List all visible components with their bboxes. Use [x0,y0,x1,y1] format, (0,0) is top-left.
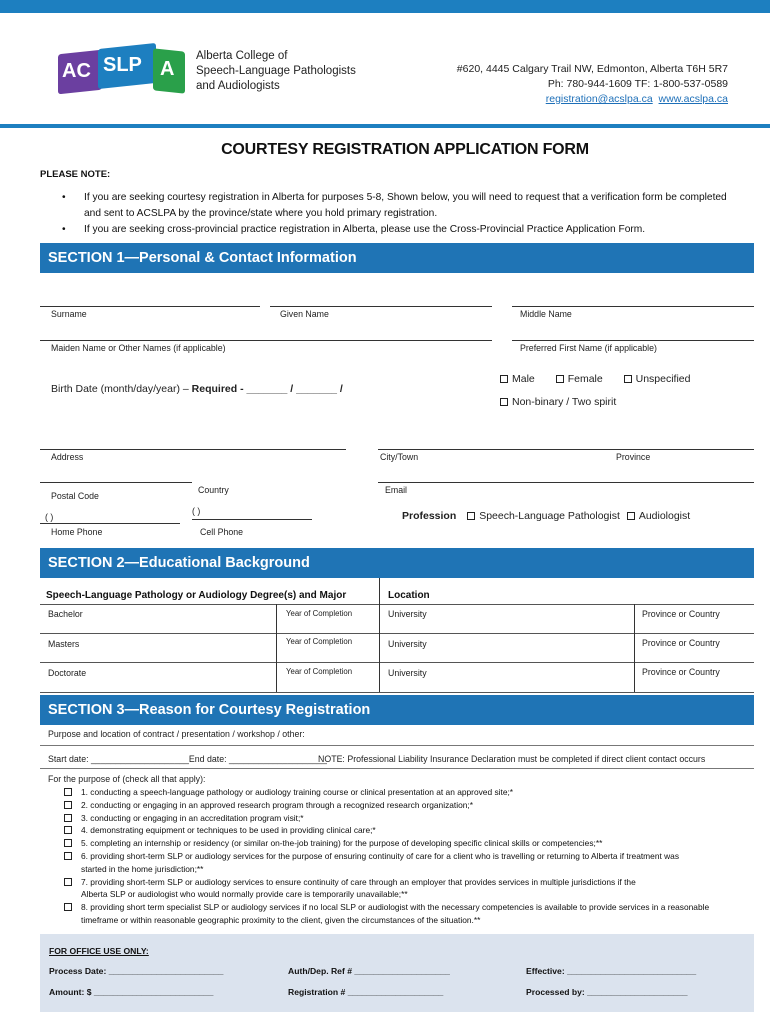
preferred-name-label: Preferred First Name (if applicable) [520,343,657,353]
purpose-list [64,786,754,927]
checkbox-icon [64,852,72,860]
given-name-label: Given Name [280,309,329,319]
phone-numbers: Ph: 780-944-1609 TF: 1-800-537-0589 [547,78,728,90]
purpose-text: Alberta SLP or audiologist who would normally provide care is temporarily unavailable;** [81,889,408,900]
university-field[interactable]: University [388,639,427,649]
purpose-text: 4. demonstrating equipment or techniques to be used in providing clinical care;* [81,825,376,836]
unspecified-checkbox[interactable] [624,373,691,385]
profession-option: Speech-Language Pathologist [479,510,620,522]
gender-label: Female [567,373,603,385]
year-field[interactable]: Year of Completion [286,667,353,676]
checkbox-icon [467,512,475,520]
profession-field [402,510,690,522]
university-field[interactable]: University [388,668,427,678]
profession-option: Audiologist [638,510,691,522]
logo-letters-ac: AC [62,60,91,82]
note-bullets [62,190,742,238]
dates-line [40,768,754,769]
home-area-code: ( ) [45,512,54,522]
purpose-item[interactable] [64,799,754,812]
province-label: Province [616,452,651,462]
degree-bachelor: Bachelor [48,609,83,619]
middle-name-line[interactable] [512,306,754,307]
logo-letters-slp: SLP [103,54,142,76]
purpose-item[interactable] [64,837,754,850]
registration-number-field[interactable]: Registration # ____________________ [288,987,444,997]
section3-header: SECTION 3—Reason for Courtesy Registration [40,695,754,725]
start-end-dates[interactable]: Start date: ____________________End date: ____________________ [48,754,327,764]
degree-masters: Masters [48,639,80,649]
contact-block [457,62,728,107]
gender-label: Unspecified [635,373,691,385]
surname-line[interactable] [40,306,260,307]
insurance-note: NOTE: Professional Liability Insurance Declaration must be completed if direct client contact occurs [318,754,706,764]
checkbox-icon [64,814,72,822]
table-rule [40,604,754,605]
purpose-item[interactable] [64,812,754,825]
address-line[interactable] [40,449,346,450]
checkbox-icon [500,398,508,406]
purpose-item[interactable] [64,876,754,902]
province-country-field[interactable]: Province or Country [642,667,720,677]
email-line[interactable] [378,482,754,483]
purpose-item[interactable] [64,786,754,799]
note-bullet: • If you are seeking courtesy registration in Alberta for purposes 5-8, Shown below, you will need to request that a verification form be completed and sent to ACSLPA by the province/state where you hold primary registration. [62,190,742,222]
purpose-item[interactable] [64,901,754,927]
degree-doctorate: Doctorate [48,668,87,678]
street-address: #620, 4445 Calgary Trail NW, Edmonton, Alberta T6H 5R7 [456,63,728,75]
birth-date-blanks: _______ / _______ / [246,383,343,395]
purpose-text: started in the home jurisdiction;** [81,863,204,874]
checkbox-icon [64,788,72,796]
maiden-name-label: Maiden Name or Other Names (if applicable) [51,343,226,353]
gender-label: Non-binary / Two spirit [512,396,617,408]
office-use-box [40,934,754,1012]
logo-letters-a: A [160,58,175,80]
table-rule [40,692,754,693]
website-link[interactable]: www.acslpa.ca [658,93,728,105]
purpose-text: timeframe or within reasonable geographic proximity to the client, given the circumstances of the situation.** [81,914,481,925]
address-label: Address [51,452,84,462]
section1-header: SECTION 1—Personal & Contact Information [40,243,754,273]
province-country-field[interactable]: Province or Country [642,638,720,648]
city-label: City/Town [380,452,419,462]
purpose-line[interactable] [40,745,754,746]
degree-column-header: Speech-Language Pathology or Audiology Degree(s) and Major [46,590,347,601]
university-field[interactable]: University [388,609,427,619]
header-divider [0,124,770,128]
cell-phone-label: Cell Phone [200,527,244,537]
checkbox-icon [556,375,564,383]
acslpa-logo [58,38,188,100]
audiologist-checkbox[interactable] [627,510,690,522]
checkbox-icon [627,512,635,520]
purpose-text: 5. completing an internship or residency (or similar on-the-job training) for the purpose of developing specific clinical skills or competencies;** [81,838,603,849]
purpose-text: 1. conducting a speech-language pathology or audiology training course or clinical presentation at an approved site;* [81,787,514,797]
maiden-name-line[interactable] [40,340,492,341]
home-phone-label: Home Phone [51,527,103,537]
auth-ref-field[interactable]: Auth/Dep. Ref # ____________________ [288,966,450,976]
nonbinary-checkbox[interactable] [500,396,616,408]
process-date-field[interactable]: Process Date: ________________________ [49,966,224,976]
gender-options [500,373,691,385]
purpose-text: 2. conducting or engaging in an approved research program through a recognized research organization;* [81,799,474,810]
profession-label: Profession [402,510,457,522]
given-name-line[interactable] [270,306,492,307]
form-title: COURTESY REGISTRATION APPLICATION FORM [221,141,589,158]
email-label: Email [385,485,407,495]
required-label: Required - [191,383,247,395]
birth-date-field[interactable] [51,383,343,395]
cell-area-code: ( ) [192,506,201,516]
location-column-header: Location [388,590,430,601]
for-purpose-label: For the purpose of (check all that apply): [48,774,206,784]
gender-label: Male [512,373,535,385]
amount-field[interactable]: Amount: $ _________________________ [49,987,214,997]
checkbox-icon [64,801,72,809]
table-divider [379,578,380,692]
city-province-line[interactable] [378,449,754,450]
org-line: Speech-Language Pathologists [196,65,356,77]
checkbox-icon [64,878,72,886]
table-divider [276,604,277,692]
purpose-text: 6. providing short-term SLP or audiology services for the purpose of ensuring continuity of care for a client who is travelling or returning to Alberta if treatment was [81,850,680,861]
province-country-field[interactable]: Province or Country [642,609,720,619]
processed-by-field[interactable]: Processed by: _____________________ [526,987,688,997]
birth-date-label: Birth Date (month/day/year) – [51,383,192,395]
checkbox-icon [64,839,72,847]
home-phone-line[interactable] [40,523,180,524]
table-rule [40,662,754,663]
country-label: Country [198,485,229,495]
postal-code-label: Postal Code [51,491,99,501]
female-checkbox[interactable] [556,373,603,385]
note-heading: PLEASE NOTE: [40,169,111,180]
slp-checkbox[interactable] [467,510,620,522]
year-field[interactable]: Year of Completion [286,609,353,618]
purpose-text: 3. conducting or engaging in an accreditation program visit;* [81,812,304,823]
surname-label: Surname [51,309,87,319]
org-line: and Audiologists [196,80,280,92]
preferred-name-line[interactable] [512,340,754,341]
note-bullet: • If you are seeking cross-provincial practice registration in Alberta, please use the Cross-Provincial Practice Application Form. [62,222,742,238]
org-line: Alberta College of [196,50,288,62]
purpose-text: 8. providing short term specialist SLP or audiology services if no local SLP or audiologist with the necessary competencies is available to provide services in a reasonable [81,902,710,913]
purpose-item[interactable] [64,850,754,876]
table-rule [40,633,754,634]
top-accent-bar [0,0,770,13]
year-field[interactable]: Year of Completion [286,637,353,646]
cell-phone-line[interactable] [192,519,312,520]
purpose-item[interactable] [64,824,754,837]
org-name [196,49,356,94]
table-divider [634,604,635,692]
checkbox-icon [500,375,508,383]
male-checkbox[interactable] [500,373,535,385]
effective-field[interactable]: Effective: ___________________________ [526,966,697,976]
purpose-location-label: Purpose and location of contract / presentation / workshop / other: [48,729,305,739]
office-heading: FOR OFFICE USE ONLY: [49,946,149,956]
section2-header: SECTION 2—Educational Background [40,548,754,578]
checkbox-icon [64,826,72,834]
email-link[interactable]: registration@acslpa.ca [545,93,653,105]
middle-name-label: Middle Name [520,309,572,319]
checkbox-icon [64,903,72,911]
postal-code-line[interactable] [40,482,192,483]
purpose-text: 7. providing short-term SLP or audiology services to ensure continuity of care through an employer that provides services in multiple jurisdictions if the [81,876,636,887]
checkbox-icon [624,375,632,383]
